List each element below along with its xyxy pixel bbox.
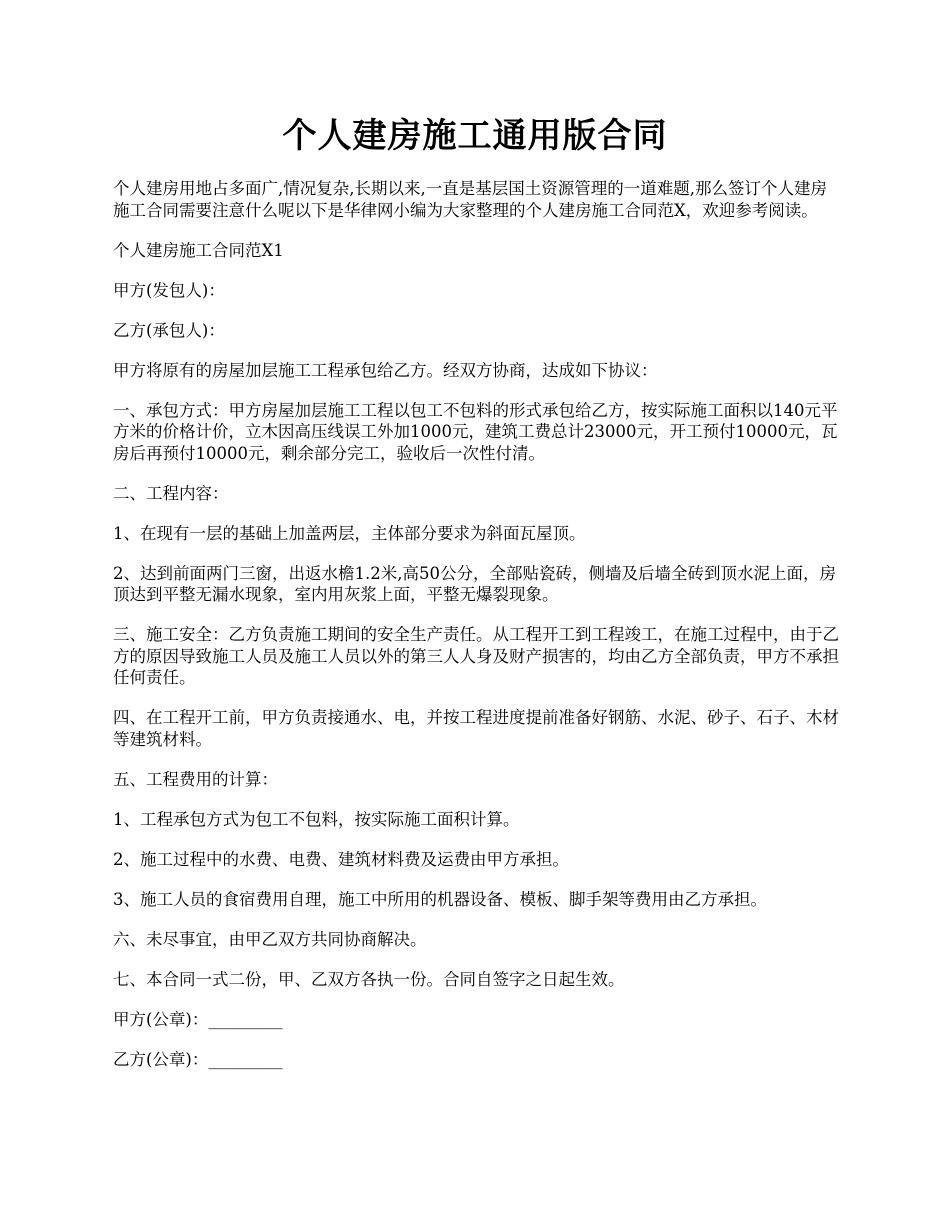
document-title: 个人建房施工通用版合同 [282,116,668,156]
party-a-line: 甲方(发包人)： [113,280,225,300]
clause-work-item-2: 2、达到前面两门三窗，出返水檐1.2米,高50公分，全部贴瓷砖，侧墙及后墙全砖到顶水泥上面，房顶达到平整无漏水现象，室内用灰浆上面，平整无爆裂现象。 [113,563,836,604]
clause-work-item-1: 1、在现有一层的基础上加盖两层，主体部分要求为斜面瓦屋顶。 [113,523,586,543]
party-a-seal-line: 甲方(公章)：_________ [113,1009,283,1029]
clause-preparation: 四、在工程开工前，甲方负责接通水、电，并按工程进度提前准备好钢筋、水泥、砂子、石子、木材等建筑材料。 [113,708,839,749]
agreement-preamble: 甲方将原有的房屋加层施工工程承包给乙方。经双方协商，达成如下协议： [113,360,658,380]
clause-copies: 七、本合同一式二份，甲、乙双方各执一份。合同自签字之日起生效。 [113,969,625,989]
clause-work-content-heading: 二、工程内容： [113,483,229,503]
party-b-line: 乙方(承包人)： [113,320,225,340]
clause-cost-item-2: 2、施工过程中的水费、电费、建筑材料费及运费由甲方承担。 [113,849,569,869]
party-b-seal-line: 乙方(公章)：_________ [113,1049,283,1069]
clause-outstanding-matters: 六、未尽事宜，由甲乙双方共同协商解决。 [113,929,427,949]
document-body [113,178,843,1089]
clause-construction-safety: 三、施工安全：乙方负责施工期间的安全生产责任。从工程开工到工程竣工，在施工过程中，由于乙方的原因导致施工人员及施工人员以外的第三人人身及财产损害的，均由乙方全部负责，甲方不承担任何责任。 [113,625,839,687]
clause-cost-heading: 五、工程费用的计算： [113,769,278,789]
intro-paragraph: 个人建房用地占多面广,情况复杂,长期以来,一直是基层国土资源管理的一道难题,那么签订个人建房施工合同需要注意什么呢以下是华律网小编为大家整理的个人建房施工合同范X，欢迎参考阅读。 [113,179,827,220]
clause-contract-method: 一、承包方式：甲方房屋加层施工工程以包工不包料的形式承包给乙方，按实际施工面积以140元平方米的价格计价，立木因高压线误工外加1000元，建筑工费总计23000元，开工预付10000元，瓦房后再预付10000元，剩余部分完工，验收后一次性付清。 [113,400,838,463]
contract-sample-heading: 个人建房施工合同范X1 [113,240,284,260]
clause-cost-item-3: 3、施工人员的食宿费用自理，施工中所用的机器设备、模板、脚手架等费用由乙方承担。 [113,889,767,909]
clause-cost-item-1: 1、工程承包方式为包工不包料，按实际施工面积计算。 [113,809,520,829]
